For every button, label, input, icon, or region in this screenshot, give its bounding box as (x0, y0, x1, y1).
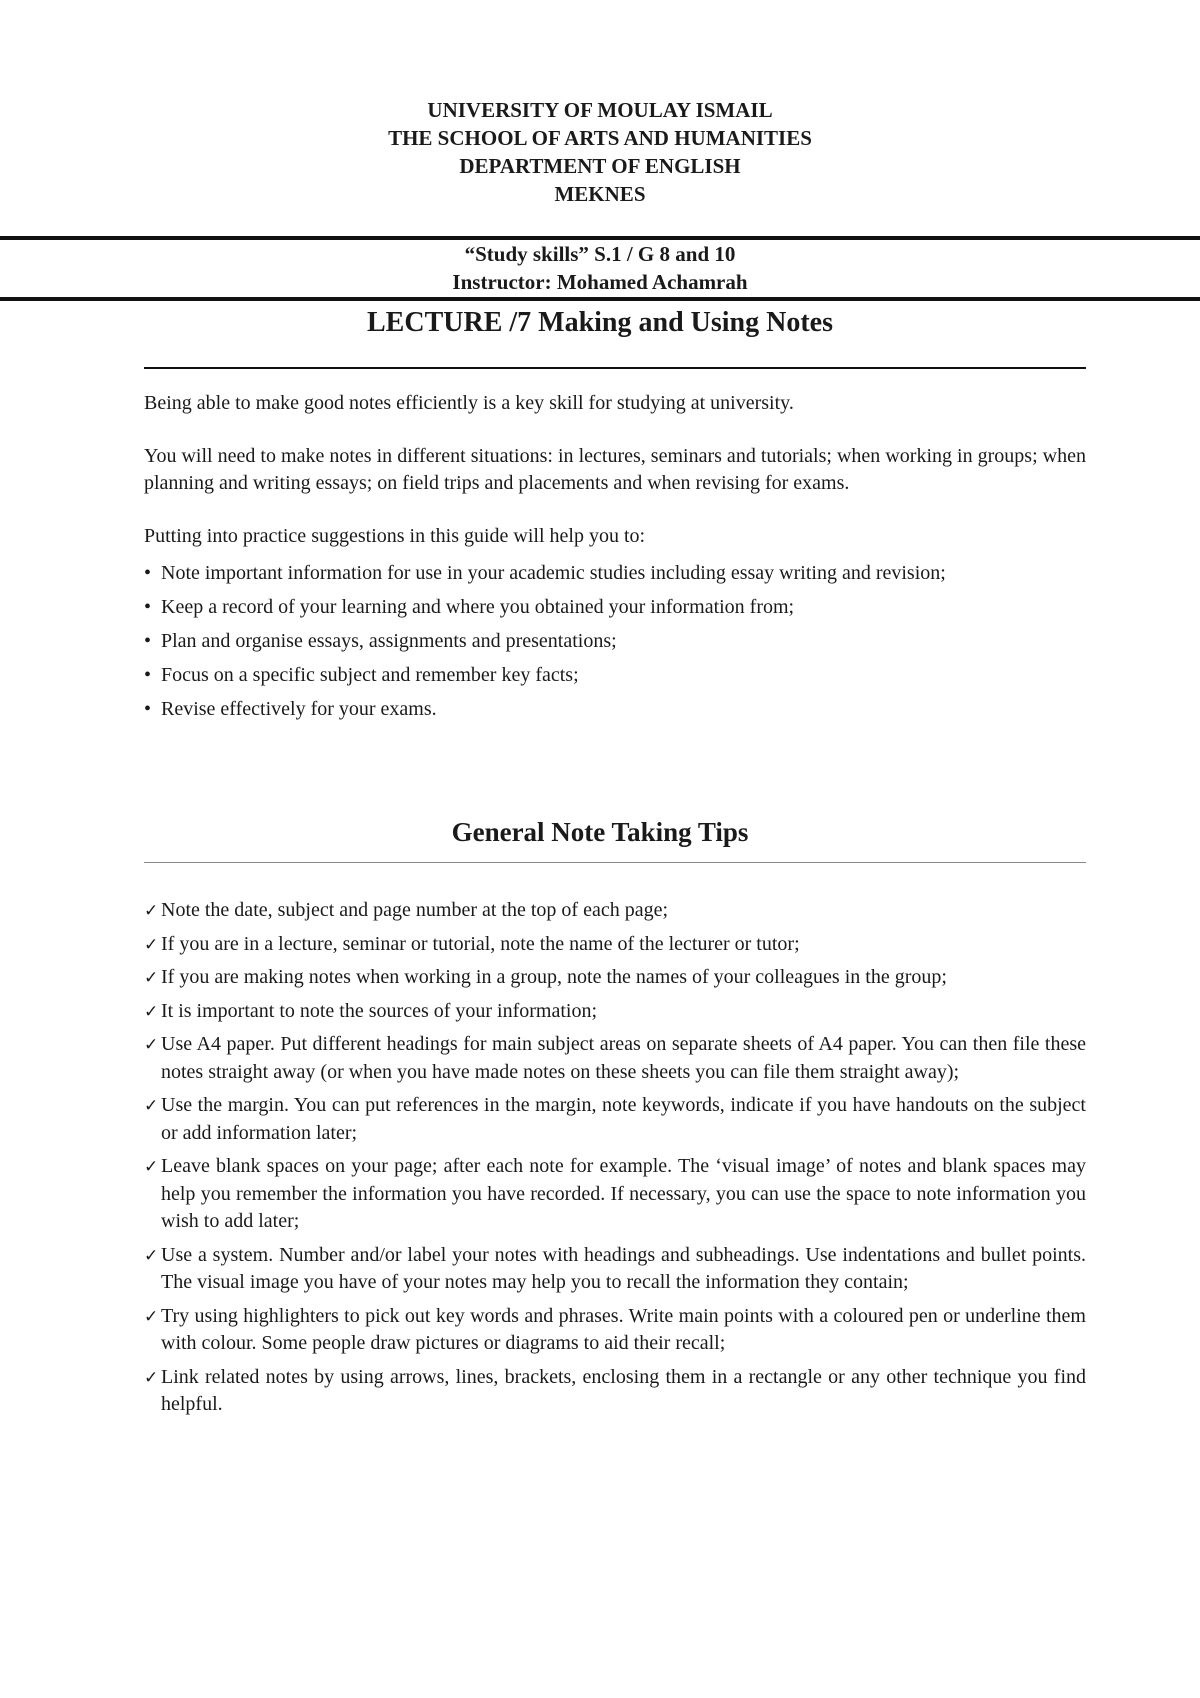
list-item-text: Keep a record of your learning and where you obtained your information from; (161, 596, 795, 618)
checkmark-icon: ✓ (144, 1245, 159, 1265)
checkmark-icon: ✓ (144, 1367, 159, 1387)
checkmark-icon: ✓ (144, 1001, 159, 1021)
course-info (0, 240, 1200, 296)
bullet-icon: • (144, 630, 152, 652)
intro-paragraph-2: You will need to make notes in different situations: in lectures, seminars and tutorials; when working in groups; when planning and writing essays; on field trips and placements and when revising for exams. (144, 444, 1086, 494)
bullet-icon: • (144, 562, 152, 584)
bullet-icon: • (144, 664, 152, 686)
list-item-text: Use a system. Number and/or label your notes with headings and subheadings. Use indentations and bullet points. The visual image you have of your notes may help you to recall the information they contain; (161, 1243, 1086, 1293)
list-item-text: Plan and organise essays, assignments and presentations; (161, 630, 617, 652)
checkmark-icon: ✓ (144, 901, 159, 920)
checkmark-icon: ✓ (144, 1096, 159, 1115)
list-item (144, 662, 1086, 690)
tips-title-rule (144, 862, 1086, 863)
list-item (144, 998, 1086, 1026)
list-item (144, 628, 1086, 656)
list-item (144, 560, 1086, 588)
benefits-list (144, 560, 1086, 724)
school-name: THE SCHOOL OF ARTS AND HUMANITIES (388, 126, 812, 150)
city-name: MEKNES (554, 182, 646, 206)
list-item-text: Try using highlighters to pick out key words and phrases. Write main points with a coloured pen or underline them with colour. Some people draw pictures or diagrams to aid their recall; (161, 1304, 1086, 1354)
list-item-text: It is important to note the sources of your information; (161, 999, 598, 1022)
instructor-name: Instructor: Mohamed Achamrah (452, 270, 748, 294)
checkmark-icon: ✓ (144, 1306, 159, 1326)
intro-paragraph-3: Putting into practice suggestions in this guide will help you to: (144, 524, 646, 547)
checkmark-icon: ✓ (144, 1035, 159, 1054)
list-item-text: If you are making notes when working in a group, note the names of your colleagues in the group; (161, 966, 947, 988)
list-item (144, 1092, 1086, 1147)
course-title: “Study skills” S.1 / G 8 and 10 (464, 242, 736, 266)
list-item (144, 696, 1086, 724)
intro-paragraph-1: Being able to make good notes efficiently is a key skill for studying at university. (144, 392, 794, 414)
list-item (144, 897, 1086, 925)
checkmark-icon: ✓ (144, 934, 159, 954)
list-item-text: Focus on a specific subject and remember key facts; (161, 664, 579, 686)
tips-list (144, 897, 1086, 1419)
department-name: DEPARTMENT OF ENGLISH (459, 154, 741, 178)
list-item (144, 1303, 1086, 1358)
list-item (144, 594, 1086, 622)
tips-section-title: General Note Taking Tips (451, 817, 749, 847)
checkmark-icon: ✓ (144, 1157, 159, 1176)
list-item-text: Revise effectively for your exams. (161, 698, 437, 720)
list-item-text: Use the margin. You can put references in the margin, note keywords, indicate if you have handouts on the subject or add information later; (161, 1094, 1086, 1144)
bullet-icon: • (144, 596, 152, 618)
list-item (144, 1364, 1086, 1419)
list-item-text: If you are in a lecture, seminar or tutorial, note the name of the lecturer or tutor; (161, 932, 800, 955)
university-name: UNIVERSITY OF MOULAY ISMAIL (427, 98, 773, 122)
list-item-text: Note important information for use in your academic studies including essay writing and revision; (161, 562, 946, 584)
list-item (144, 964, 1086, 992)
list-item (144, 1153, 1086, 1236)
list-item (144, 931, 1086, 959)
checkmark-icon: ✓ (144, 968, 159, 987)
list-item (144, 1242, 1086, 1297)
tips-section (144, 897, 1086, 1425)
bullet-icon: • (144, 698, 152, 720)
list-item-text: Leave blank spaces on your page; after each note for example. The ‘visual image’ of notes and blank spaces may help you remember the information you have recorded. If necessary, you can use the space to note information you wish to add later; (161, 1155, 1086, 1232)
list-item (144, 1031, 1086, 1086)
lecture-title-rule (144, 367, 1086, 369)
header-rule-bottom (0, 297, 1200, 301)
list-item-text: Note the date, subject and page number at the top of each page; (161, 899, 669, 921)
lecture-title: LECTURE /7 Making and Using Notes (367, 307, 833, 338)
list-item-text: Link related notes by using arrows, lines, brackets, enclosing them in a rectangle or any other technique you find helpful. (161, 1365, 1086, 1415)
intro-section (144, 390, 1086, 730)
list-item-text: Use A4 paper. Put different headings for main subject areas on separate sheets of A4 paper. You can then file these notes straight away (or when you have made notes on these sheets you can file them straight away); (161, 1033, 1086, 1083)
institution-header (0, 96, 1200, 208)
